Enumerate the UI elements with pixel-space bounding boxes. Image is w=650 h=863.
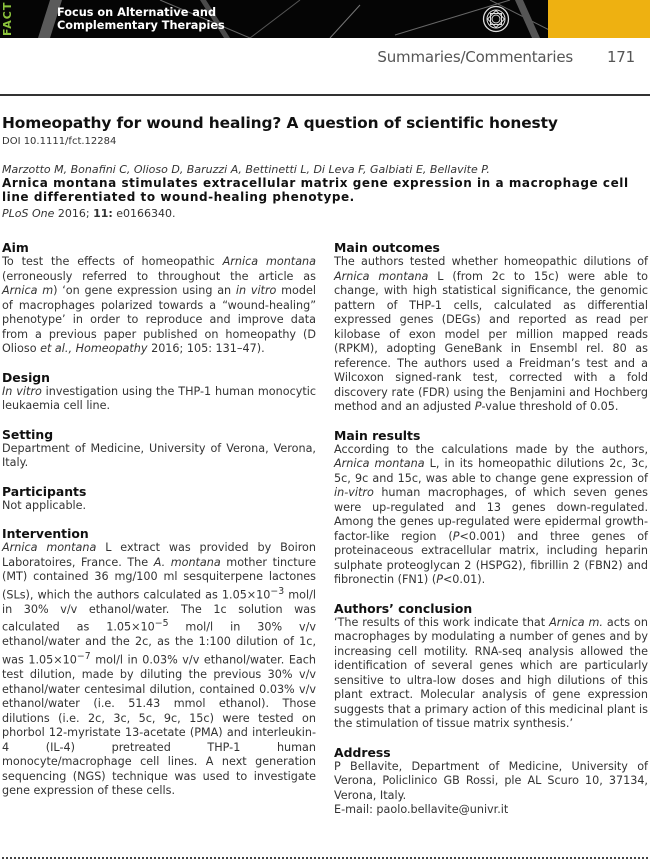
section-address	[334, 745, 648, 818]
journal-name	[57, 6, 225, 32]
section-heading: Participants	[2, 483, 87, 499]
citation	[2, 207, 176, 220]
section-name: Summaries/Commentaries	[377, 48, 573, 66]
section-body: Not applicable.	[2, 498, 87, 512]
section-body: ‘The results of this work indicate that Arnica m. acts on macrophages by modulating a number of genes and by increasing cell motility. RNA-seq analysis allowed the identification of several genes which are particularly sensitive to ultra-low doses and high dilutions of this plant extract. Molecular analysis of gene expression suggests that a primary action of this medicinal plant is the stimulation of tissue matrix synthesis.’	[334, 615, 648, 730]
citation-year: 2016;	[54, 207, 94, 220]
section-main-outcomes	[334, 240, 648, 415]
section-heading: Address	[334, 744, 391, 760]
footer-dotted-rule	[2, 857, 648, 859]
section-body: According to the calculations made by the authors, Arnica montana L, in its homeopathic dilutions 2c, 3c, 5c, 9c and 15c, was able to change gene expression of in-vitro human macrophages, of which seven genes were up-regulated and 13 genes down-regulated. Among the genes up-regulated were epidermal growth-factor-like region (P<0.001) and three genes of proteinaceous extracellular matrix, including heparin sulphate proteoglycan 2 (HSPG2), fibrillin 2 (FBN2) and fibronectin (FN1) (P<0.01).	[334, 442, 648, 586]
section-heading: Design	[2, 369, 51, 385]
circular-knot-icon	[481, 4, 511, 34]
section-design	[2, 370, 316, 414]
section-body: To test the effects of homeopathic Arnica montana (erroneously referred to throughout the article as Arnica m) ‘on gene expression using an in vitro model of macrophages polarized towards a “wound-healing” phenotype’ in order to reproduce and improve data from a previous paper published on homeopathy (D Olioso et al., Homeopathy 2016; 105: 131–47).	[2, 255, 316, 355]
journal-name-line2: Complementary Therapies	[57, 19, 225, 32]
section-heading: Main outcomes	[334, 240, 440, 255]
doi: DOI 10.1111/fct.12284	[2, 136, 117, 147]
authors: Marzotto M, Bonafini C, Olioso D, Baruzzi A, Bettinetti L, Di Leva F, Galbiati E, Bellavite P.	[2, 163, 490, 176]
section-authors-conclusion	[334, 601, 648, 732]
section-aim	[2, 240, 316, 357]
article-title: Homeopathy for wound healing? A question of scientific honesty	[2, 114, 558, 132]
running-header	[377, 48, 635, 66]
citation-volume: 11:	[93, 207, 113, 220]
page-number: 171	[606, 48, 635, 66]
section-body: P Bellavite, Department of Medicine, University of Verona, Policlinico GB Rossi, ple AL Scuro 10, 37134, Verona, Italy. E-mail: paolo.bellavite@univr.it	[334, 759, 648, 816]
fact-label: FACT	[1, 1, 14, 37]
journal-banner	[0, 0, 650, 38]
section-heading: Setting	[2, 426, 54, 442]
section-setting	[2, 427, 316, 471]
journal-name-line1: Focus on Alternative and	[57, 6, 217, 19]
section-body: Arnica montana L extract was provided by Boiron Laboratoires, France. The A. montana mother tincture (MT) contained 36 mg/100 ml sesquiterpene lactones (SLs), which the authors calculated as $1.05\times 10^{-3}$ mol/l in 30% v/v ethanol/water. The 1c solution was calculated as $1.05\times 10^{-5}$ mol/l in 30% v/v ethanol/water and the 2c, as the 1:100 dilution of 1c, was $1.05\times 10^{-7}$ mol/l in 0.03% v/v ethanol/water. Each test dilution, made by diluting the previous 30% v/v ethanol/water centesimal dilution, contained 0.03% v/v ethanol/water (i.e. 51.43 mmol ethanol). Those dilutions (i.e. 2c, 3c, 5c, 9c, 15c) were tested on phorbol 12-myristate 13-acetate (PMA) and interleukin-4 (IL-4) pretreated THP-1 human monocyte/macrophage cell lines. A next generation sequencing (NGS) technique was used to investigate gene expression of these cells.	[2, 541, 317, 798]
citation-journal: PLoS One	[2, 207, 55, 220]
section-participants	[2, 484, 316, 514]
section-body: Department of Medicine, University of Verona, Verona, Italy.	[2, 441, 316, 469]
left-column	[2, 240, 316, 812]
email-link[interactable]: paolo.bellavite@univr.it	[376, 803, 509, 816]
section-heading: Intervention	[2, 526, 89, 541]
section-intervention	[2, 526, 316, 799]
accent-block	[548, 0, 650, 38]
section-heading: Aim	[2, 240, 29, 255]
section-heading: Main results	[334, 427, 421, 443]
section-body: In vitro investigation using the THP-1 human monocytic leukaemia cell line.	[2, 384, 316, 412]
paper-title: Arnica montana stimulates extracellular matrix gene expression in a macrophage cell line differentiated to wound-healing phenotype.	[2, 176, 629, 204]
header-rule	[0, 94, 650, 96]
citation-id: e0166340.	[112, 207, 176, 220]
section-heading: Authors’ conclusion	[334, 600, 473, 616]
right-column	[334, 240, 648, 831]
section-body: The authors tested whether homeopathic dilutions of Arnica montana L (from 2c to 15c) were able to change, with high statistical significance, the genomic pattern of THP-1 cells, calculated as differential expressed genes (DEGs) and reported as read per kilobase of exon model per million mapped reads (RPKM), adopting GeneBank in Ensembl rel. 80 as reference. The authors used a Freidman’s test and a Wilcoxon signed-rank test, corrected with a fold discovery rate (FDR) using the Benjamini and Hochberg method and an adjusted P-value threshold of 0.05.	[334, 255, 648, 413]
section-main-results	[334, 428, 648, 588]
